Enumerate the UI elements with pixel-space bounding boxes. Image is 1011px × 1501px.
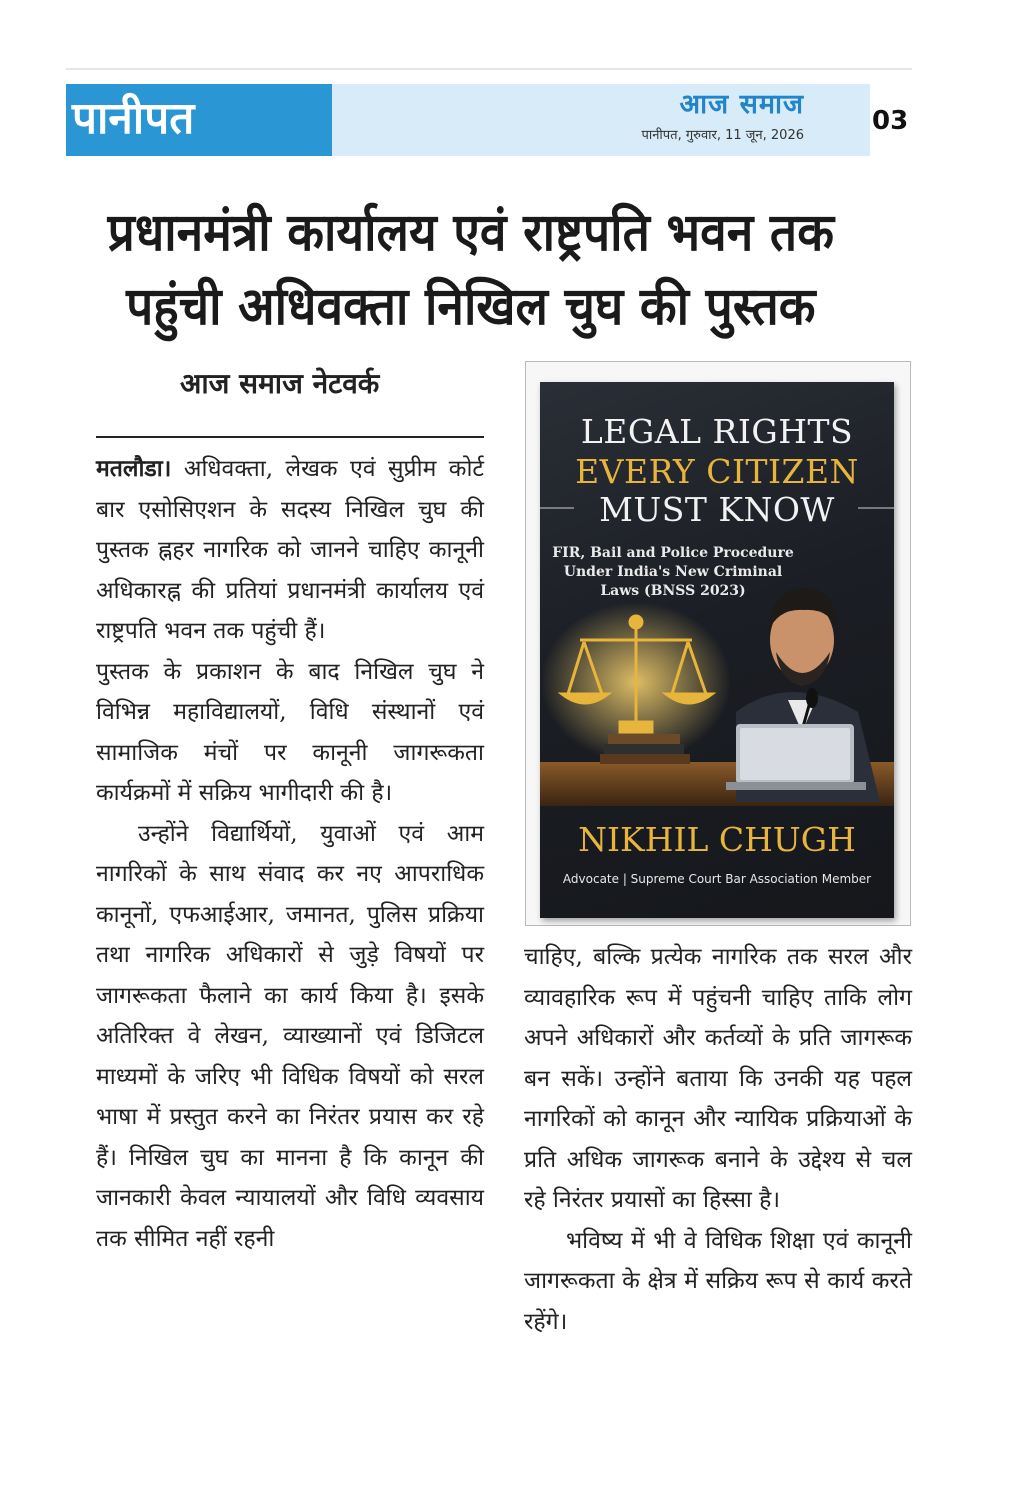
dateline: पानीपत, गुरुवार, 11 जून, 2026 — [641, 128, 804, 143]
book-title-line-2: EVERY CITIZEN — [575, 452, 859, 491]
newspaper-brand: आज समाज — [679, 89, 804, 120]
byline-rule — [96, 436, 484, 438]
book-subtitle — [548, 544, 798, 601]
book-title-line-3: MUST KNOW — [599, 490, 835, 529]
header-band — [332, 84, 870, 156]
article-column-2 — [524, 937, 912, 1342]
byline: आज समाज नेटवर्क — [180, 367, 380, 400]
top-divider — [66, 68, 912, 70]
paragraph-1 — [96, 449, 484, 652]
page-number: 03 — [872, 106, 909, 136]
paragraph-2: पुस्तक के प्रकाशन के बाद निखिल चुघ ने विभिन्न महाविद्यालयों, विधि संस्थानों एवं सामाजिक मंचों पर कानूनी जागरूकता कार्यक्रमों में सक्रिय भागीदारी की है। — [96, 658, 484, 806]
paragraph-4: भविष्य में भी वे विधिक शिक्षा एवं कानूनी जागरूकता के क्षेत्र में सक्रिय रूप से कार्य करते रहेंगे। — [524, 1227, 912, 1335]
section-label-box — [66, 84, 332, 156]
books-on-desk-icon — [600, 734, 690, 764]
headline-line-2: पहुंची अधिवक्ता निखिल चुघ की पुस्तक — [126, 277, 816, 337]
book-cover-photo — [525, 361, 911, 926]
page-header — [66, 84, 912, 156]
article-column-1 — [96, 449, 484, 1259]
city-dateline: मतलौडा। — [96, 455, 172, 482]
book-subtitle-line-1: FIR, Bail and Police Procedure — [552, 545, 794, 561]
headline-line-1: प्रधानमंत्री कार्यालय एवं राष्ट्रपति भवन तक — [107, 203, 834, 263]
book-title-line-1: LEGAL RIGHTS — [580, 412, 854, 451]
book-subtitle-line-2: Under India's New Criminal — [563, 564, 783, 580]
paragraph-3-continued: चाहिए, बल्कि प्रत्येक नागरिक तक सरल और व्यावहारिक रूप में पहुंचनी चाहिए ताकि लोग अपने अधिकारों और कर्तव्यों के प्रति जागरूक बन सकें। उन्होंने बताया कि उनकी यह पहल नागरिकों को कानून और न्यायिक प्रक्रियाओं के प्रति अधिक जागरूक बनाने के उद्देश्य से चल रहे निरंतर प्रयासों का हिस्सा है। — [524, 944, 912, 1213]
book-author-role: Advocate | Supreme Court Bar Association Member — [562, 872, 872, 886]
paragraph-3: उन्होंने विद्यार्थियों, युवाओं एवं आम नागरिकों के साथ संवाद कर नए आपराधिक कानूनों, एफआईआर, जमानत, पुलिस प्रक्रिया तथा नागरिक अधिकारों से जुड़े विषयों पर जागरूकता फैलाने का कार्य किया है। इसके अतिरिक्त वे लेखन, व्याख्यानों एवं डिजिटल माध्यमों के जरिए भी विधिक विषयों को सरल भाषा में प्रस्तुत करने का निरंतर प्रयास कर रहे हैं। निखिल चुघ का मानना है कि कानून की जानकारी केवल न्यायालयों और विधि व्यवसाय तक सीमित नहीं रहनी — [96, 820, 484, 1252]
book-author: NIKHIL CHUGH — [578, 820, 856, 859]
paragraph-1-text: अधिवक्ता, लेखक एवं सुप्रीम कोर्ट बार एसोसिएशन के सदस्य निखिल चुघ की पुस्तक ह्नहर नागरिक को जानने चाहिए कानूनी अधिकारह्न की प्रतियां प्रधानमंत्री कार्यालय एवं राष्ट्रपति भवन तक पहुंची हैं। — [96, 456, 485, 644]
laptop-icon — [726, 724, 866, 790]
section-name: पानीपत — [72, 93, 195, 144]
book-cover — [540, 382, 894, 918]
headline — [66, 196, 876, 344]
book-subtitle-line-3: Laws (BNSS 2023) — [600, 583, 746, 599]
